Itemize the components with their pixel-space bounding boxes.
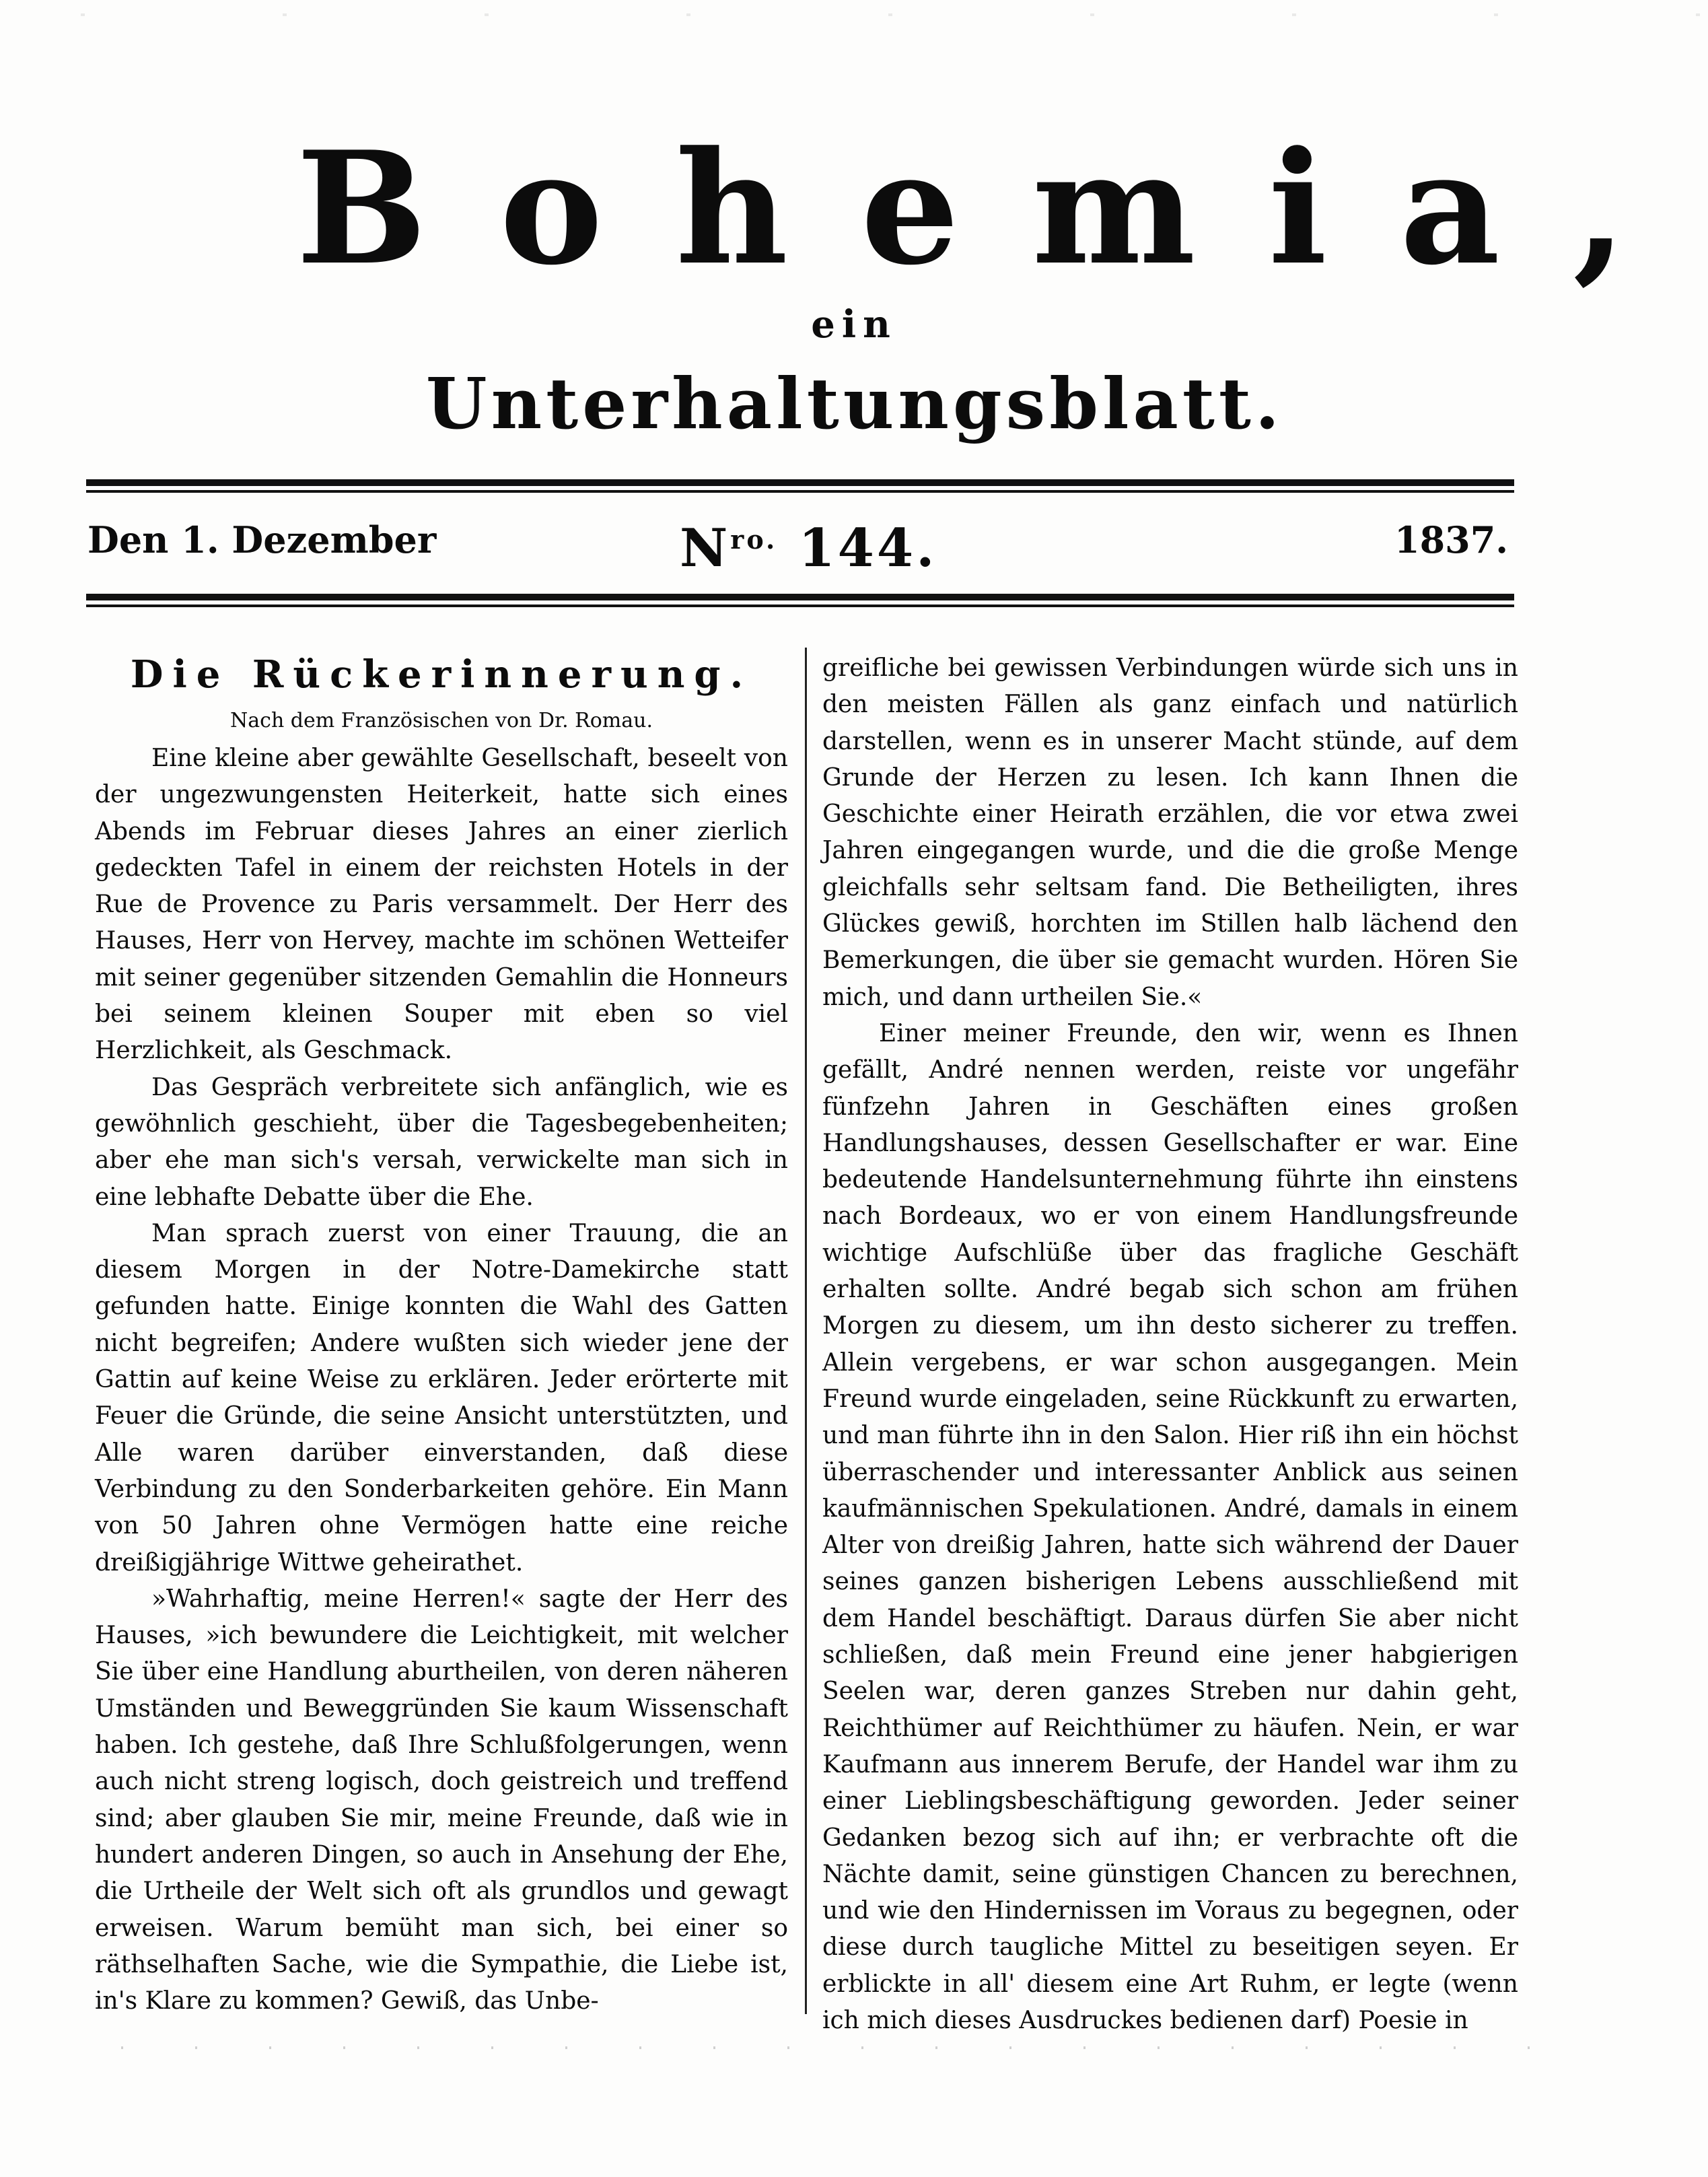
column-right	[822, 650, 1518, 2039]
issue-number-value: 144.	[798, 518, 937, 579]
masthead-subtitle: Unterhaltungsblatt.	[425, 362, 1284, 445]
divider-rule-bottom-thick	[86, 594, 1514, 600]
divider-rule-top-thick	[86, 479, 1514, 486]
column-divider	[805, 648, 807, 2014]
paragraph: Das Gespräch verbreitete sich anfänglich, wie es gewöhnlich geschieht, über die Tagesbegebenheiten; aber ehe man sich's versah, verwickelte man sich in eine lebhafte Debatte über die Ehe.	[95, 1073, 788, 1211]
issue-number-prefix: N	[680, 518, 731, 579]
paragraph: Man sprach zuerst von einer Trauung, die an diesem Morgen in der Notre-Damekirche statt gefunden hatte. Einige konnten die Wahl des Gatten nicht begreifen; Andere wußten sich wieder jene der Gattin auf keine Weise zu erklären. Jeder erörterte mit Feuer die Gründe, die seine Ansicht unterstützten, und Alle waren darüber einverstanden, daß diese Verbindung zu den Sonderbarkeiten gehöre. Ein Mann von 50 Jahren ohne Vermögen hatte eine reiche dreißigjährige Wittwe geheirathet.	[95, 1219, 788, 1577]
column-left	[95, 650, 788, 2019]
paragraph: greifliche bei gewissen Verbindungen würde sich uns in den meisten Fällen als ganz einfach und natürlich darstellen, wenn es in unserer Macht stünde, auf dem Grunde der Herzen zu lesen. Ich kann Ihnen die Geschichte einer Heirath erzählen, die vor etwa zwei Jahren eingegangen wurde, und die die große Menge gleichfalls sehr seltsam fand. Die Betheiligten, ihres Glückes gewiß, horchten im Stillen halb lächend den Bemerkungen, die über sie gemacht wurden. Hören Sie mich, und dann urtheilen Sie.«	[822, 654, 1518, 1011]
scan-edge-top	[0, 13, 1708, 16]
paragraph: Einer meiner Freunde, den wir, wenn es Ihnen gefällt, André nennen werden, reiste vor ungefähr fünfzehn Jahren in Geschäften eines großen Handlungshauses, dessen Gesellschafter er war. Eine bedeutende Handelsunternehmung führte ihn einstens nach Bordeaux, wo er von einem Handlungsfreunde wichtige Aufschlüße über das fragliche Geschäft erhalten sollte. André begab sich schon am frühen Morgen zu diesem, um ihn desto sicherer zu treffen. Allein vergebens, er war schon ausgegangen. Mein Freund wurde eingeladen, seine Rückkunft zu erwarten, und man führte ihn in den Salon. Hier riß ihn ein höchst überraschender und interessanter Anblick aus seinen kaufmännischen Spekulationen. André, damals in einem Alter von dreißig Jahren, hatte sich während der Dauer seines ganzen bisherigen Lebens ausschließend mit dem Handel beschäftigt. Daraus dürfen Sie aber nicht schließen, daß mein Freund eine jener habgierigen Seelen war, deren ganzes Streben nur dahin geht, Reichthümer auf Reichthümer zu häufen. Nein, er war Kaufmann aus innerem Berufe, der Handel war ihm zu einer Lieblingsbeschäftigung geworden. Jeder seiner Gedanken bezog sich auf ihn; er verbrachte oft die Nächte damit, seine günstigen Chancen zu berechnen, und wie den Hindernissen im Voraus zu begegnen, oder diese durch taugliche Mittel zu beseitigen seyen. Er erblickte in all' diesem eine Art Ruhm, er legte (wenn ich mich dieses Ausdruckes bedienen darf) Poesie in	[822, 1019, 1519, 2034]
masthead-ein: ein	[811, 302, 897, 347]
issue-date: Den 1. Dezember	[87, 518, 437, 561]
divider-rule-bottom-thin	[86, 604, 1514, 607]
article-title: Die Rückerinnerung.	[130, 652, 753, 697]
article-byline: Nach dem Französischen von Dr. Romau.	[230, 709, 653, 732]
masthead-title: Bohemia,	[296, 118, 1700, 300]
issue-number-suffix: ro.	[730, 524, 778, 555]
paragraph: »Wahrhaftig, meine Herren!« sagte der Herr des Hauses, »ich bewundere die Leichtigkeit, mit welcher Sie über eine Handlung aburtheilen, von deren näheren Umständen und Beweggründen Sie kaum Wissenschaft haben. Ich gestehe, daß Ihre Schlußfolgerungen, wenn auch nicht streng logisch, doch geistreich und treffend sind; aber glauben Sie mir, meine Freunde, daß wie in hundert anderen Dingen, so auch in Ansehung der Ehe, die Urtheile der Welt sich oft als grundlos und gewagt erweisen. Warum bemüht man sich, bei einer so räthselhaften Sache, wie die Sympathie, die Liebe ist, in's Klare zu kommen? Gewiß, das Unbe-	[95, 1585, 788, 2015]
paragraph: Eine kleine aber gewählte Gesellschaft, beseelt von der ungezwungensten Heiterkeit, hatte sich eines Abends im Februar dieses Jahres an einer zierlich gedeckten Tafel in einem der reichsten Hotels in der Rue de Provence zu Paris versammelt. Der Herr des Hauses, Herr von Hervey, machte im schönen Wetteifer mit seiner gegenüber sitzenden Gemahlin die Honneurs bei seinem kleinen Souper mit eben so viel Herzlichkeit, als Geschmack.	[95, 745, 788, 1065]
scan-edge-bottom	[81, 2046, 1534, 2049]
issue-number	[680, 506, 937, 579]
issue-year: 1837.	[1394, 518, 1509, 561]
divider-rule-top-thin	[86, 490, 1514, 493]
